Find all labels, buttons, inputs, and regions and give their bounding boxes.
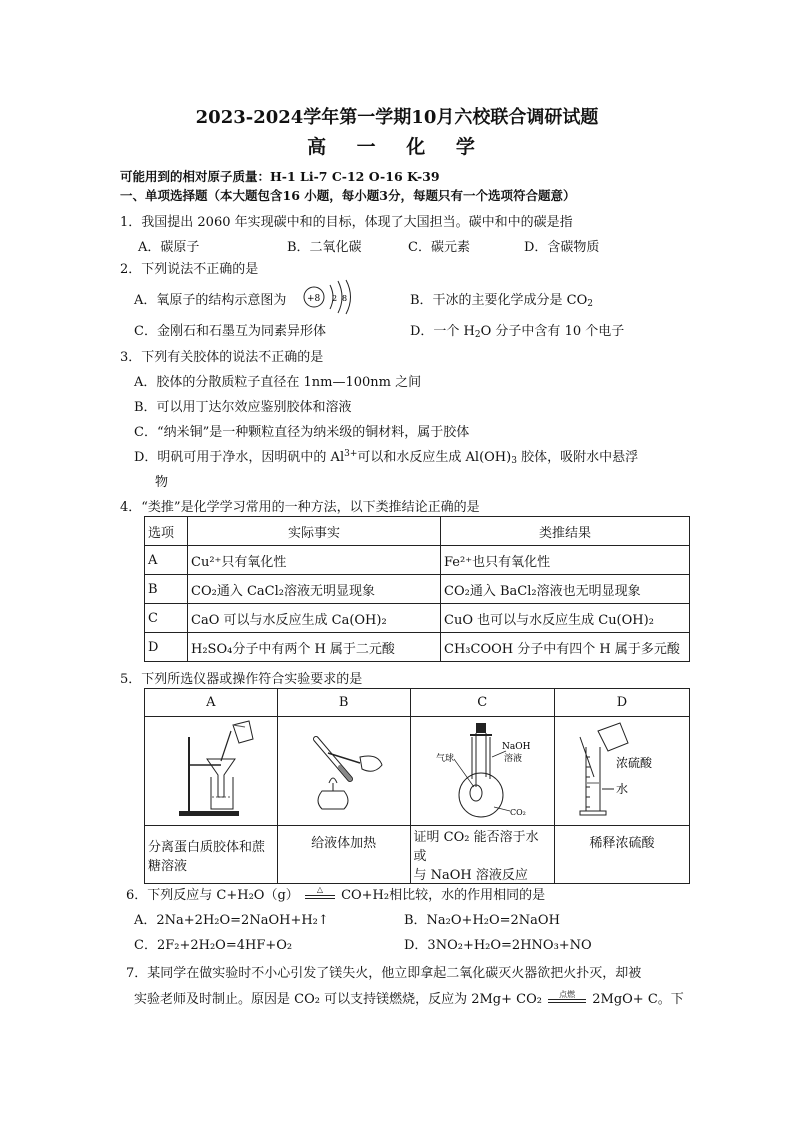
col-label-a: A xyxy=(145,689,278,717)
row-option: D xyxy=(145,633,188,662)
ignite-condition: 点燃 xyxy=(559,990,576,999)
col-label-d: D xyxy=(555,689,690,717)
q3-option-d: D．明矾可用于净水，因明矾中的 $Al^{3+}$可以和水反应生成 $Al(OH)_3$ 胶体，吸附水中悬浮 xyxy=(134,449,639,466)
row-option: A xyxy=(145,546,188,575)
heat-condition: △ xyxy=(316,885,323,894)
table-row xyxy=(145,826,690,884)
q6-option-a: A．2Na+2H₂O=2NaOH+H₂↑ xyxy=(134,913,329,928)
q1-option-b: B．二氧化碳 xyxy=(287,240,362,255)
col-label-b: B xyxy=(277,689,410,717)
q3-option-c: C．“纳米铜”是一种颗粒直径为纳米级的铜材料，属于胶体 xyxy=(134,425,470,440)
q2-option-b: B．干冰的主要化学成分是 $CO_2$ xyxy=(410,293,594,309)
figure-a-cell xyxy=(145,717,278,826)
caption-d: 稀释浓硫酸 xyxy=(555,826,690,884)
header-result: 类推结果 xyxy=(441,517,690,546)
q1-option-d: D．含碳物质 xyxy=(524,240,600,255)
figure-c-cell xyxy=(410,717,555,826)
row-fact: CO₂通入 CaCl₂溶液无明显现象 xyxy=(188,575,441,604)
row-result: CuO 也可以与水反应生成 Cu(OH)₂ xyxy=(441,604,690,633)
q1-stem: 1．我国提出 2060 年实现碳中和的目标，体现了大国担当。碳中和中的碳是指 xyxy=(120,215,573,230)
co2-flask-figure xyxy=(414,717,550,821)
row-fact: CaO 可以与水反应生成 Ca(OH)₂ xyxy=(188,604,441,633)
table-row xyxy=(145,633,690,662)
table-header-row xyxy=(145,517,690,546)
shell-2-electrons: 8 xyxy=(342,294,348,303)
figure-b-cell xyxy=(277,717,410,826)
water-label: 水 xyxy=(616,782,629,796)
q3-option-a: A．胶体的分散质粒子直径在 1nm—100nm 之间 xyxy=(134,375,422,390)
q2-option-a: A．氧原子的结构示意图为 xyxy=(134,293,287,308)
caption-c: 证明 CO₂ 能否溶于水或 与 NaOH 溶液反应 xyxy=(410,826,555,884)
shell-1-electrons: 2 xyxy=(332,294,338,303)
caption-b: 给液体加热 xyxy=(277,826,410,884)
naoh-label: NaOH xyxy=(502,742,531,752)
q4-table xyxy=(144,516,690,662)
filtration-apparatus-figure xyxy=(149,717,273,821)
q6-stem: 6．下列反应与 C+H₂O（g） △ CO+H₂相比较，水的作用相同的是 xyxy=(126,885,546,903)
heating-test-tube-figure xyxy=(282,717,406,821)
q2-option-c: C．金刚石和石墨互为同素异形体 xyxy=(134,324,326,339)
oxygen-atom-diagram xyxy=(302,278,360,316)
atomic-masses: 可能用到的相对原子质量：H-1 Li-7 C-12 O-16 K-39 xyxy=(120,169,440,184)
row-result: CH₃COOH 分子中有四个 H 属于多元酸 xyxy=(441,633,690,662)
table-row xyxy=(145,546,690,575)
row-option: B xyxy=(145,575,188,604)
q3-option-b: B．可以用丁达尔效应鉴别胶体和溶液 xyxy=(134,400,352,415)
balloon-label: 气球 xyxy=(436,754,455,764)
header-option: 选项 xyxy=(145,517,188,546)
q3-option-d-continued: 物 xyxy=(155,475,169,490)
caption-a: 分离蛋白质胶体和蔗 糖溶液 xyxy=(145,826,278,884)
nucleus-charge: +8 xyxy=(307,294,321,304)
q7-line-2: 实验老师及时制止。原因是 CO₂ 可以支持镁燃烧，反应为 2Mg+ CO₂ 点燃 2MgO+ C。下 xyxy=(134,990,684,1007)
q2-option-d: D．一个 $H_2O$ 分子中含有 10 个电子 xyxy=(410,324,625,340)
q2-stem: 2．下列说法不正确的是 xyxy=(120,262,259,277)
row-result: CO₂通入 BaCl₂溶液也无明显现象 xyxy=(441,575,690,604)
co2-label: CO₂ xyxy=(510,808,527,817)
q1-option-c: C．碳元素 xyxy=(408,240,470,255)
figure-d-cell xyxy=(555,717,690,826)
q4-stem: 4．“类推”是化学学习常用的一种方法，以下类推结论正确的是 xyxy=(120,500,480,515)
section-heading: 一、单项选择题（本大题包含16 小题，每小题3分，每题只有一个选项符合题意） xyxy=(120,188,576,203)
table-header-row xyxy=(145,689,690,717)
q5-table xyxy=(144,688,690,884)
row-fact: H₂SO₄分子中有两个 H 属于二元酸 xyxy=(188,633,441,662)
table-row xyxy=(145,717,690,826)
acid-label: 浓硫酸 xyxy=(616,756,653,770)
row-fact: Cu²⁺只有氧化性 xyxy=(188,546,441,575)
table-row xyxy=(145,575,690,604)
q6-option-b: B．Na₂O+H₂O=2NaOH xyxy=(404,913,560,928)
solution-label: 溶液 xyxy=(504,754,523,764)
table-row xyxy=(145,604,690,633)
q1-option-a: A．碳原子 xyxy=(138,240,200,255)
header-fact: 实际事实 xyxy=(188,517,441,546)
q6-option-d: D．3NO₂+H₂O=2HNO₃+NO xyxy=(404,938,592,953)
exam-title: 2023-2024学年第一学期10月六校联合调研试题 xyxy=(195,107,599,128)
col-label-c: C xyxy=(410,689,555,717)
dilution-cylinder-figure xyxy=(558,717,686,821)
q7-line-1: 7．某同学在做实验时不小心引发了镁失火，他立即拿起二氧化碳灭火器欲把火扑灭，却被 xyxy=(126,966,642,981)
exam-subtitle: 高 一 化 学 xyxy=(307,136,487,158)
row-result: Fe²⁺也只有氧化性 xyxy=(441,546,690,575)
q6-option-c: C．2F₂+2H₂O=4HF+O₂ xyxy=(134,938,293,953)
row-option: C xyxy=(145,604,188,633)
q5-stem: 5．下列所选仪器或操作符合实验要求的是 xyxy=(120,672,363,687)
q3-stem: 3．下列有关胶体的说法不正确的是 xyxy=(120,350,324,365)
